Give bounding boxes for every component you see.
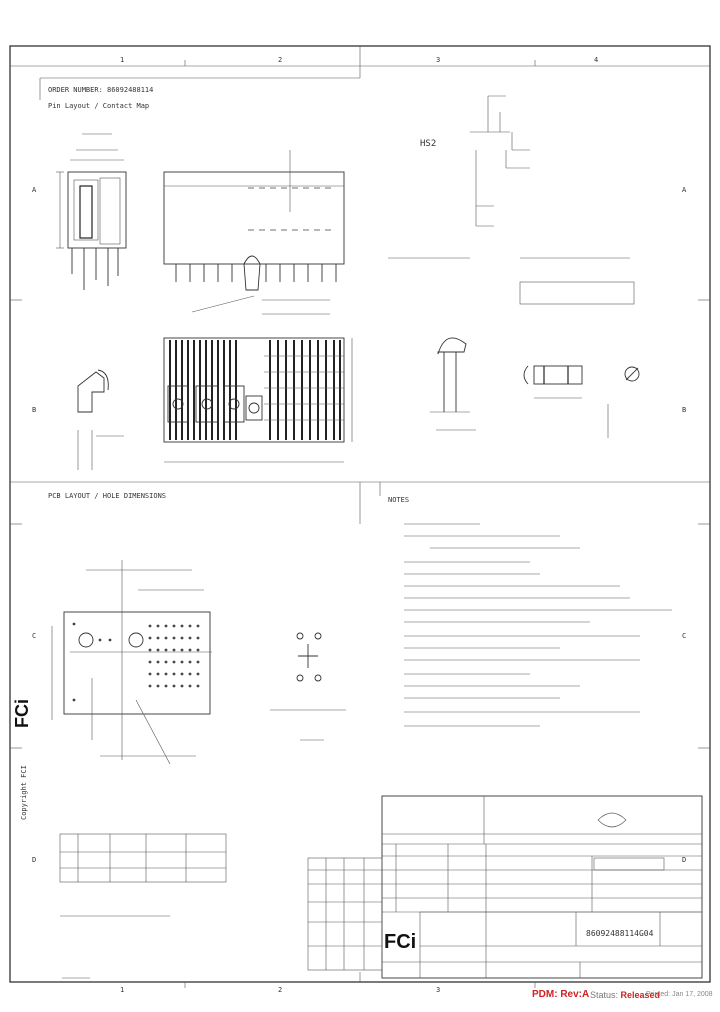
zone-3-bottom: 3 [436,986,441,994]
zone-markers-top [10,46,710,78]
zone-3-top: 3 [436,56,441,64]
printed-date: Printed: Jan 17, 2008 [646,991,713,998]
status-value: Released [620,990,661,1000]
zone-d-left: D [32,856,37,864]
zone-markers-side [10,186,710,864]
pdm-revision: PDM: Rev:A [532,989,590,1000]
part-number: 86092488114G04 [586,929,654,938]
top-view-contacts [164,338,352,462]
order-code-prefix: HS2 [420,139,437,149]
top-left-heading: ORDER NUMBER: 86092488114 [48,86,154,94]
fci-logo-title-block: FCi [384,931,417,953]
detail-contact-view [78,370,124,470]
contact-hatching [170,340,340,440]
zone-b-right: B [682,406,687,414]
title-block [382,796,702,978]
ordering-code [388,96,634,304]
zone-2-top: 2 [278,56,283,64]
zone-2-bottom: 2 [278,986,283,994]
pcb-hole-matrix [73,623,200,702]
revision-table [308,858,382,970]
zone-markers-bottom [120,972,535,994]
zone-c-left: C [32,632,37,640]
section-heading: PCB LAYOUT / HOLE DIMENSIONS [48,492,167,500]
zone-a-right: A [682,186,687,194]
copyright-text: Copyright FCI [20,765,28,820]
zone-4-top: 4 [594,56,599,64]
zone-1-top: 1 [120,56,125,64]
center-hole-detail [270,633,346,740]
fci-logo-vertical: FCi [12,699,32,728]
status-label: Status: [590,990,619,1000]
variant-table [60,834,226,916]
zone-d-right: D [682,856,687,864]
zone-1-bottom: 1 [120,986,125,994]
zone-b-left: B [32,406,37,414]
top-left-subheading: Pin Layout / Contact Map [48,102,150,110]
top-left-view [40,78,360,314]
notes-list [404,524,672,726]
fci-side-logo [12,699,32,820]
zone-a-left: A [32,186,37,194]
right-detail-views [430,338,639,438]
pcb-layout [52,560,212,764]
zone-c-right: C [682,632,687,640]
notes-heading: NOTES [388,496,410,504]
